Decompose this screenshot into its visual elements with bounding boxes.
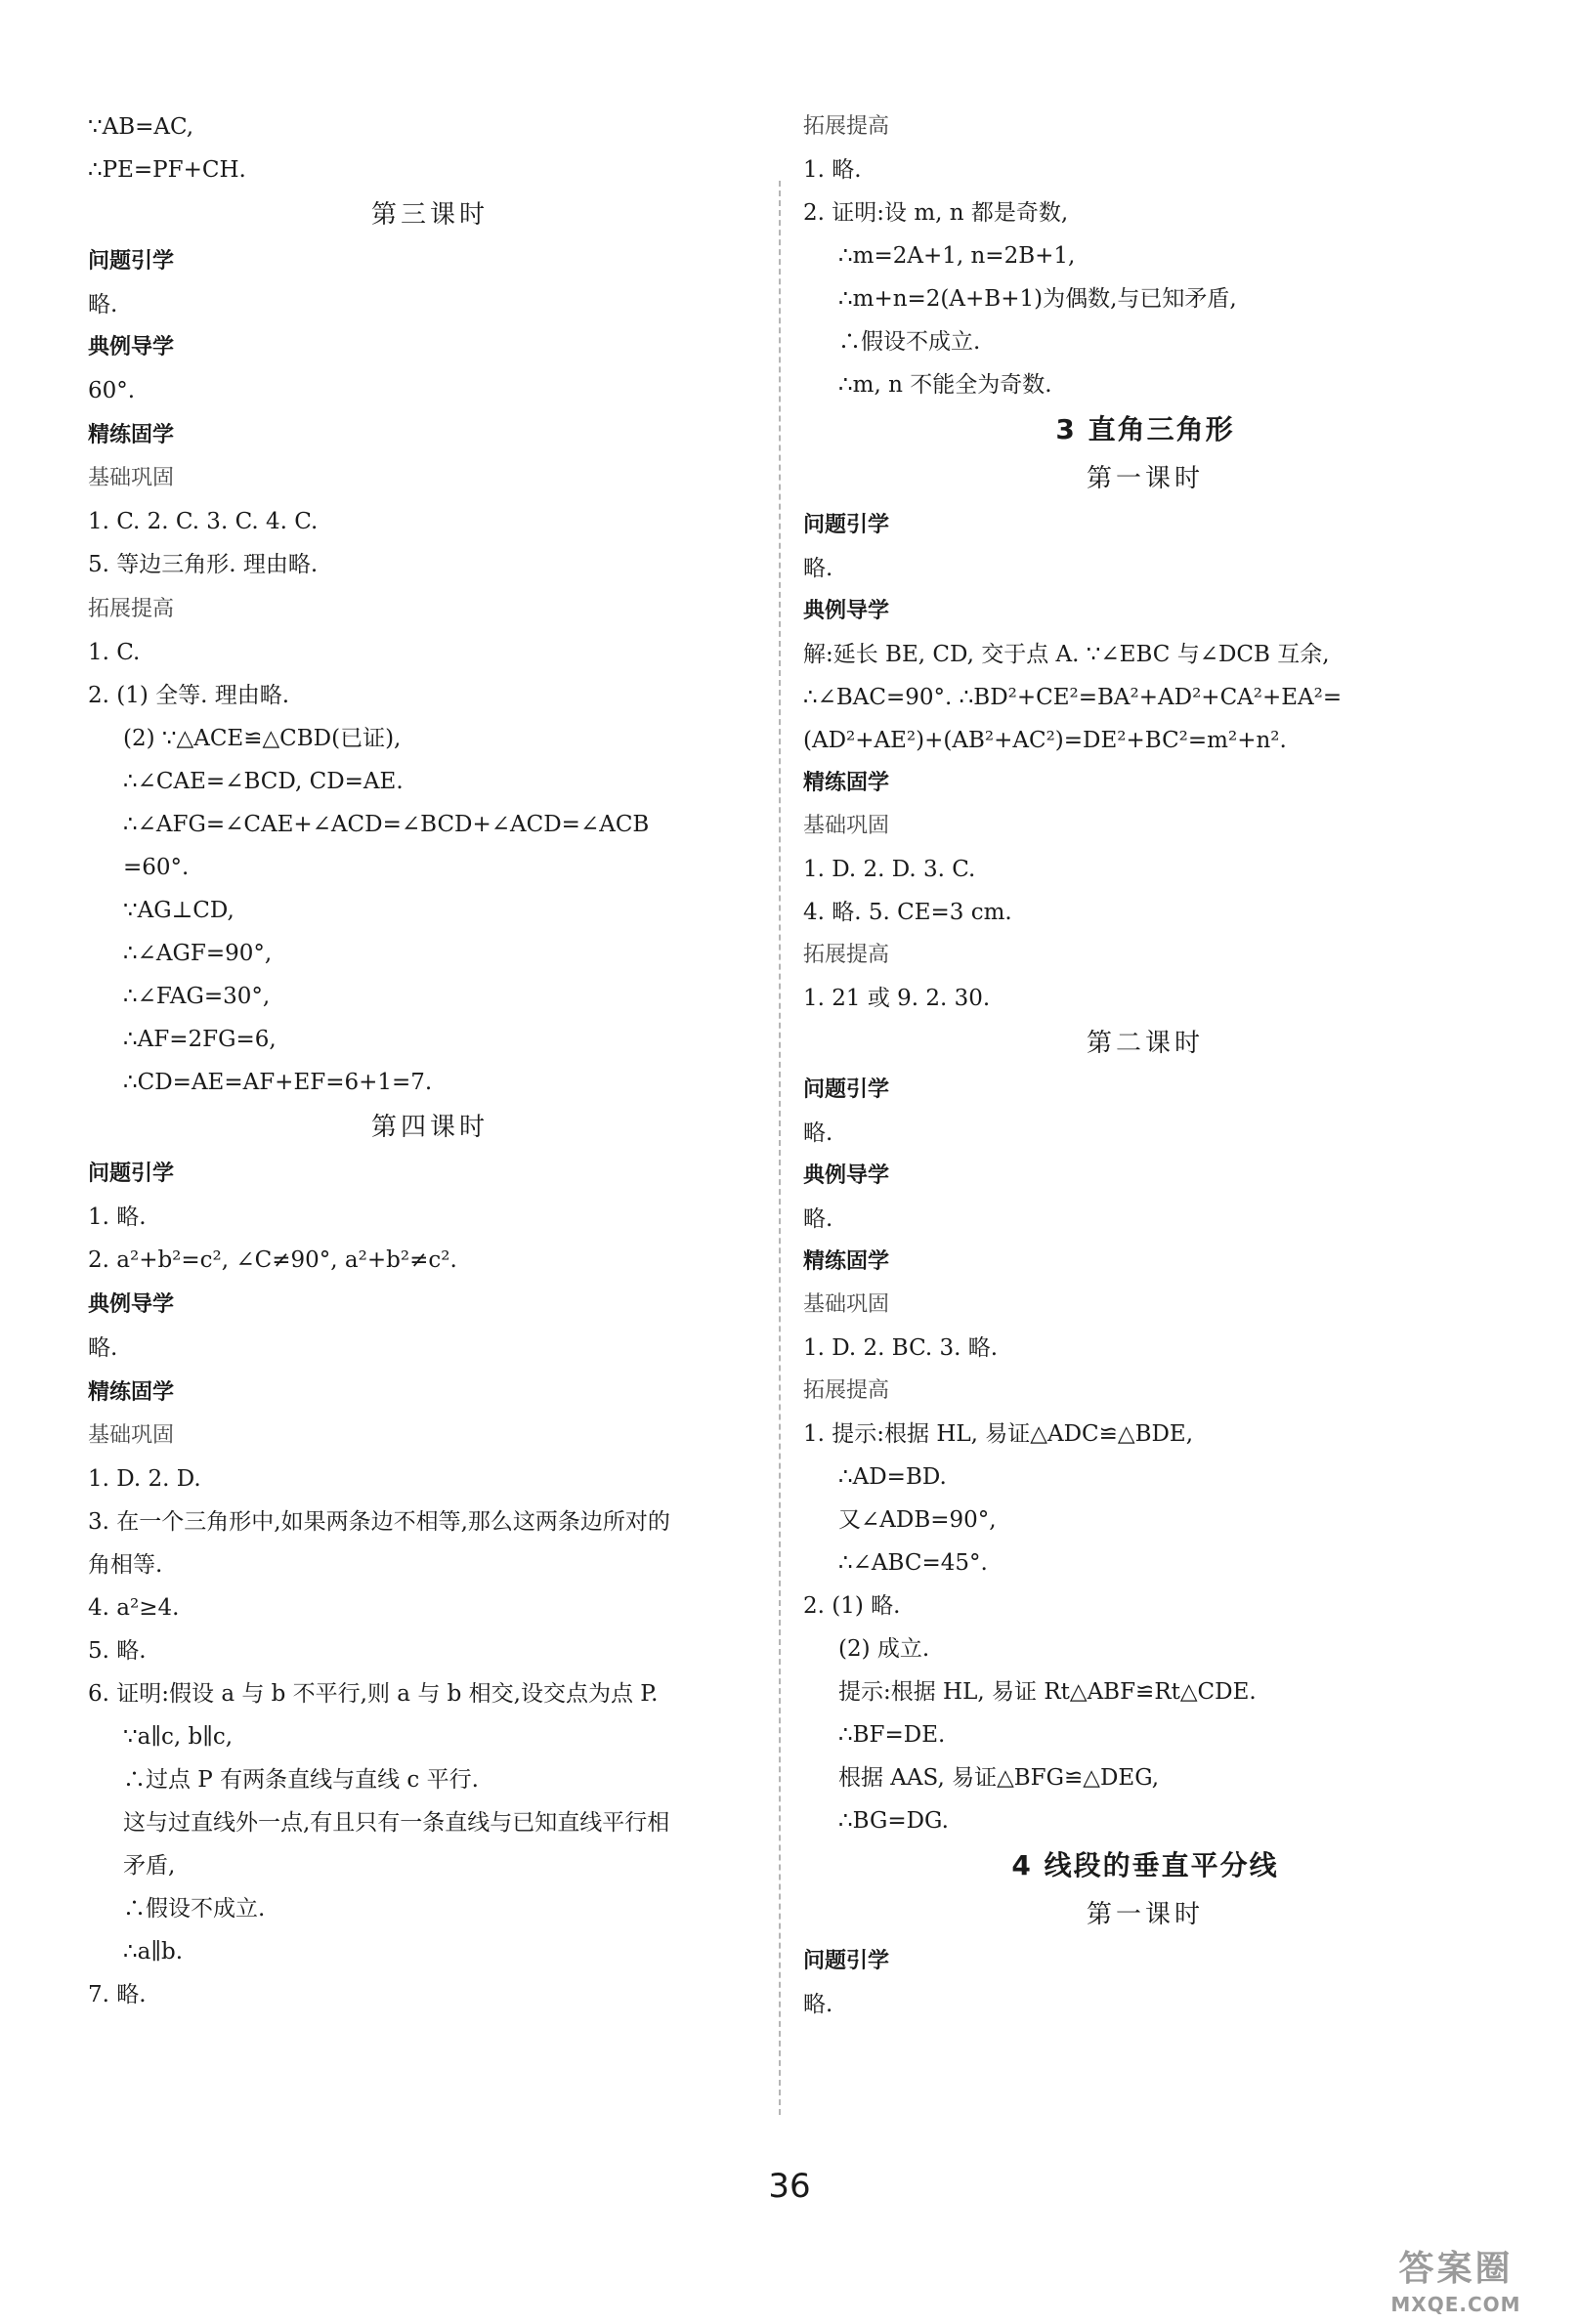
text-line: ∴PE=PF+CH.: [88, 157, 246, 183]
proof-line: ∴∠AFG=∠CAE+∠ACD=∠BCD+∠ACD=∠ACB: [123, 812, 650, 837]
answer-line: 1. 略.: [88, 1204, 147, 1230]
answer-line: 2. (1) 略.: [803, 1593, 901, 1619]
subheading: 精练固学: [803, 771, 890, 795]
answer-line: 1. D. 2. D.: [88, 1466, 201, 1492]
category-label: 基础巩固: [88, 466, 175, 490]
proof-line: ∴a∥b.: [123, 1939, 184, 1965]
text-line: 略.: [803, 556, 833, 581]
text-line: 略.: [803, 1992, 833, 2017]
proof-line: 又∠ADB=90°,: [838, 1507, 997, 1533]
subheading: 典例导学: [803, 1163, 890, 1188]
answer-line: 4. 略. 5. CE=3 cm.: [803, 900, 1012, 925]
proof-line: ∴m+n=2(A+B+1)为偶数,与已知矛盾,: [838, 286, 1237, 312]
proof-line: ∴AF=2FG=6,: [123, 1027, 277, 1052]
text-line: 60°.: [88, 378, 136, 403]
subheading: 精练固学: [88, 1380, 175, 1405]
proof-line: ∴∠FAG=30°,: [123, 984, 271, 1009]
answer-line: 角相等.: [88, 1552, 163, 1578]
text-line: 略.: [803, 1120, 833, 1146]
proof-line: ∵AG⊥CD,: [123, 898, 235, 923]
lesson-heading: 第一课时: [1086, 1900, 1204, 1929]
proof-line: 这与过直线外一点,有且只有一条直线与已知直线平行相: [123, 1810, 670, 1836]
watermark-url: MXQE.COM: [1390, 2293, 1521, 2316]
answer-line: 5. 略.: [88, 1638, 147, 1664]
answer-line: 1. D. 2. D. 3. C.: [803, 857, 976, 882]
subheading: 问题引学: [88, 1162, 175, 1186]
subheading: 典例导学: [803, 599, 890, 623]
text-line: (AD²+AE²)+(AB²+AC²)=DE²+BC²=m²+n².: [803, 728, 1287, 753]
proof-line: 矛盾,: [123, 1853, 176, 1879]
answer-line: 2. a²+b²=c², ∠C≠90°, a²+b²≠c².: [88, 1247, 457, 1273]
subheading: 问题引学: [803, 1949, 890, 1973]
proof-line: ∴∠ABC=45°.: [838, 1550, 988, 1576]
subheading: 精练固学: [88, 423, 175, 447]
lesson-heading: 第三课时: [370, 200, 489, 230]
answer-line: 2. (1) 全等. 理由略.: [88, 683, 290, 708]
answer-line: 2. 证明:设 m, n 都是奇数,: [803, 200, 1069, 226]
category-label: 拓展提高: [803, 114, 890, 139]
answer-line: 7. 略.: [88, 1982, 147, 2007]
text-line: 略.: [803, 1206, 833, 1232]
proof-line: ∴m=2A+1, n=2B+1,: [838, 243, 1076, 269]
subheading: 问题引学: [803, 513, 890, 537]
proof-line: ∴m, n 不能全为奇数.: [838, 372, 1052, 398]
proof-line: (2) 成立.: [838, 1636, 930, 1662]
proof-line: ∴CD=AE=AF+EF=6+1=7.: [123, 1070, 433, 1095]
answer-line: 3. 在一个三角形中,如果两条边不相等,那么这两条边所对的: [88, 1509, 670, 1535]
proof-line: ∴假设不成立.: [838, 329, 981, 355]
answer-line: 1. 略.: [803, 157, 862, 183]
proof-line: ∴∠AGF=90°,: [123, 941, 273, 966]
answer-line: 1. 21 或 9. 2. 30.: [803, 986, 991, 1011]
proof-line: ∴AD=BD.: [838, 1464, 947, 1490]
lesson-heading: 第一课时: [1086, 464, 1204, 493]
text-line: ∵AB=AC,: [88, 114, 194, 140]
lesson-heading: 第二课时: [1086, 1029, 1204, 1058]
section-heading: 4 线段的垂直平分线: [1011, 1849, 1279, 1881]
proof-line: ∴∠CAE=∠BCD, CD=AE.: [123, 769, 404, 794]
column-divider: [779, 181, 781, 2115]
proof-line: 提示:根据 HL, 易证 Rt△ABF≌Rt△CDE.: [838, 1679, 1257, 1705]
category-label: 拓展提高: [803, 943, 890, 967]
text-line: ∴∠BAC=90°. ∴BD²+CE²=BA²+AD²+CA²+EA²=: [803, 685, 1343, 710]
proof-line: ∴过点 P 有两条直线与直线 c 平行.: [123, 1767, 479, 1793]
subheading: 精练固学: [803, 1249, 890, 1274]
proof-line: ∵a∥c, b∥c,: [123, 1724, 234, 1750]
category-label: 拓展提高: [88, 597, 175, 621]
proof-line: ∴BF=DE.: [838, 1722, 946, 1748]
lesson-heading: 第四课时: [370, 1113, 489, 1142]
proof-line: ∴假设不成立.: [123, 1896, 266, 1922]
answer-line: 1. D. 2. BC. 3. 略.: [803, 1335, 999, 1361]
category-label: 拓展提高: [803, 1378, 890, 1403]
answer-line: 4. a²≥4.: [88, 1595, 180, 1621]
answer-line: 1. C.: [88, 640, 141, 665]
text-line: 略.: [88, 292, 118, 317]
proof-line: 根据 AAS, 易证△BFG≌△DEG,: [838, 1765, 1160, 1791]
proof-line: =60°.: [123, 855, 190, 880]
answer-line: 6. 证明:假设 a 与 b 不平行,则 a 与 b 相交,设交点为点 P.: [88, 1681, 659, 1707]
watermark-logo: [1358, 2247, 1554, 2319]
category-label: 基础巩固: [803, 1292, 890, 1317]
answer-line: 1. C. 2. C. 3. C. 4. C.: [88, 509, 319, 534]
section-heading: 3 直角三角形: [1055, 413, 1235, 445]
answer-line: 5. 等边三角形. 理由略.: [88, 552, 319, 577]
proof-line: (2) ∵△ACE≌△CBD(已证),: [123, 726, 402, 751]
answer-line: 1. 提示:根据 HL, 易证△ADC≌△BDE,: [803, 1421, 1194, 1447]
subheading: 问题引学: [88, 249, 175, 274]
category-label: 基础巩固: [88, 1423, 175, 1448]
subheading: 典例导学: [88, 1292, 175, 1317]
text-line: 略.: [88, 1335, 118, 1361]
watermark-text: 答案圈: [1398, 2249, 1514, 2289]
proof-line: ∴BG=DG.: [838, 1808, 949, 1834]
page-number: 36: [768, 2167, 811, 2206]
category-label: 基础巩固: [803, 814, 890, 838]
subheading: 典例导学: [88, 335, 175, 359]
subheading: 问题引学: [803, 1077, 890, 1102]
text-line: 解:延长 BE, CD, 交于点 A. ∵∠EBC 与∠DCB 互余,: [803, 642, 1330, 667]
